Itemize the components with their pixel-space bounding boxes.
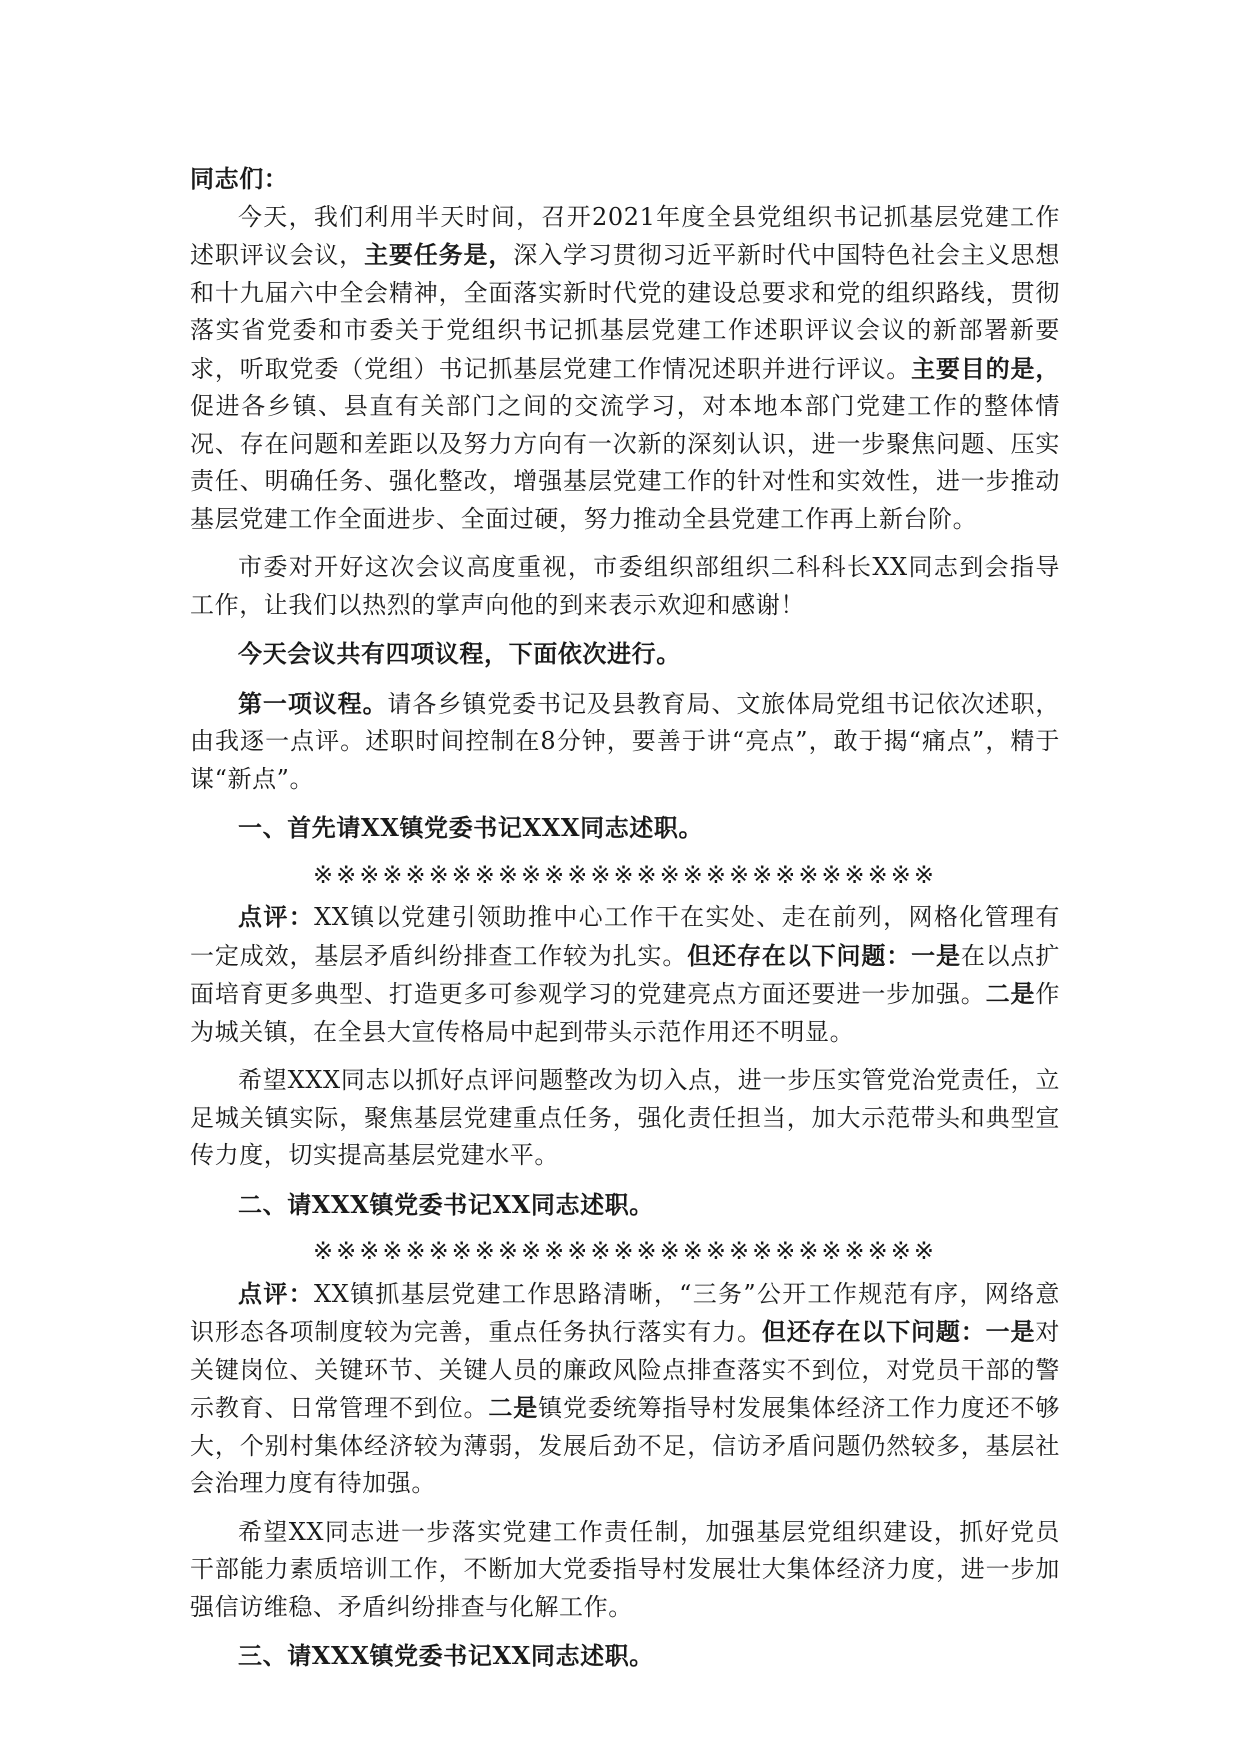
section-heading-1: 一、首先请XX镇党委书记XXX同志述职。	[238, 813, 704, 842]
separator-line: ※※※※※※※※※※※※※※※※※※※※※※※※※※※	[313, 860, 937, 889]
section-heading-3: 三、请XXX镇党委书记XX同志述职。	[238, 1641, 654, 1670]
hope-paragraph-1: 希望XXX同志以抓好点评问题整改为切入点，进一步压实管党治党责任，立足城关镇实际，聚焦基层党建重点任务，强化责任担当，加大示范带头和典型宣传力度，切实提高基层党建水平。	[190, 1066, 1060, 1169]
separator-line: ※※※※※※※※※※※※※※※※※※※※※※※※※※※	[313, 1237, 937, 1265]
agenda-intro: 今天会议共有四项议程，下面依次进行。	[238, 639, 681, 668]
paragraph-welcome: 市委对开好这次会议高度重视，市委组织部组织二科科长XX同志到会指导工作，让我们以热烈的掌声向他的到来表示欢迎和感谢！	[190, 553, 1060, 619]
document-body	[190, 160, 1060, 1676]
agenda-item-1: 第一项议程。请各乡镇党委书记及县教育局、文旅体局党组书记依次述职，由我逐一点评。述职时间控制在8分钟，要善于讲“亮点”，敢于揭“痛点”，精于谋“新点”。	[190, 688, 1060, 793]
hope-paragraph-2: 希望XX同志进一步落实党建工作责任制，加强基层党组织建设，抓好党员干部能力素质培训工作，不断加大党委指导村发展壮大集体经济力度，进一步加强信访维稳、矛盾纠纷排查与化解工作。	[190, 1517, 1060, 1621]
greeting: 同志们：	[190, 164, 289, 193]
paragraph-intro: 今天，我们利用半天时间，召开2021年度全县党组织书记抓基层党建工作述职评议会议，主要任务是，深入学习贯彻习近平新时代中国特色社会主义思想和十九届六中全会精神，全面落实新时代党的建设总要求和党的组织路线，贯彻落实省党委和市委关于党组织书记抓基层党建工作述职评议会议的新部署新要求，听取党委（党组）书记抓基层党建工作情况述职并进行评议。主要目的是，促进各乡镇、县直有关部门之间的交流学习，对本地本部门党建工作的整体情况、存在问题和差距以及努力方向有一次新的深刻认识，进一步聚焦问题、压实责任、明确任务、强化整改，增强基层党建工作的针对性和实效性，进一步推动基层党建工作全面进步、全面过硬，努力推动全县党建工作再上新台阶。	[190, 202, 1060, 533]
comment-1: 点评：XX镇以党建引领助推中心工作干在实处、走在前列，网格化管理有一定成效，基层矛盾纠纷排查工作较为扎实。但还存在以下问题：一是在以点扩面培育更多典型、打造更多可参观学习的党建亮点方面还要进一步加强。二是作为城关镇，在全县大宣传格局中起到带头示范作用还不明显。	[190, 902, 1061, 1046]
section-heading-2: 二、请XXX镇党委书记XX同志述职。	[238, 1189, 654, 1219]
comment-2: 点评：XX镇抓基层党建工作思路清晰，“三务”公开工作规范有序，网络意识形态各项制度较为完善，重点任务执行落实有力。但还存在以下问题：一是对关键岗位、关键环节、关键人员的廉政风险点排查落实不到位，对党员干部的警示教育、日常管理不到位。二是镇党委统筹指导村发展集体经济工作力度还不够大，个别村集体经济较为薄弱，发展后劲不足，信访矛盾问题仍然较多，基层社会治理力度有待加强。	[190, 1278, 1060, 1497]
